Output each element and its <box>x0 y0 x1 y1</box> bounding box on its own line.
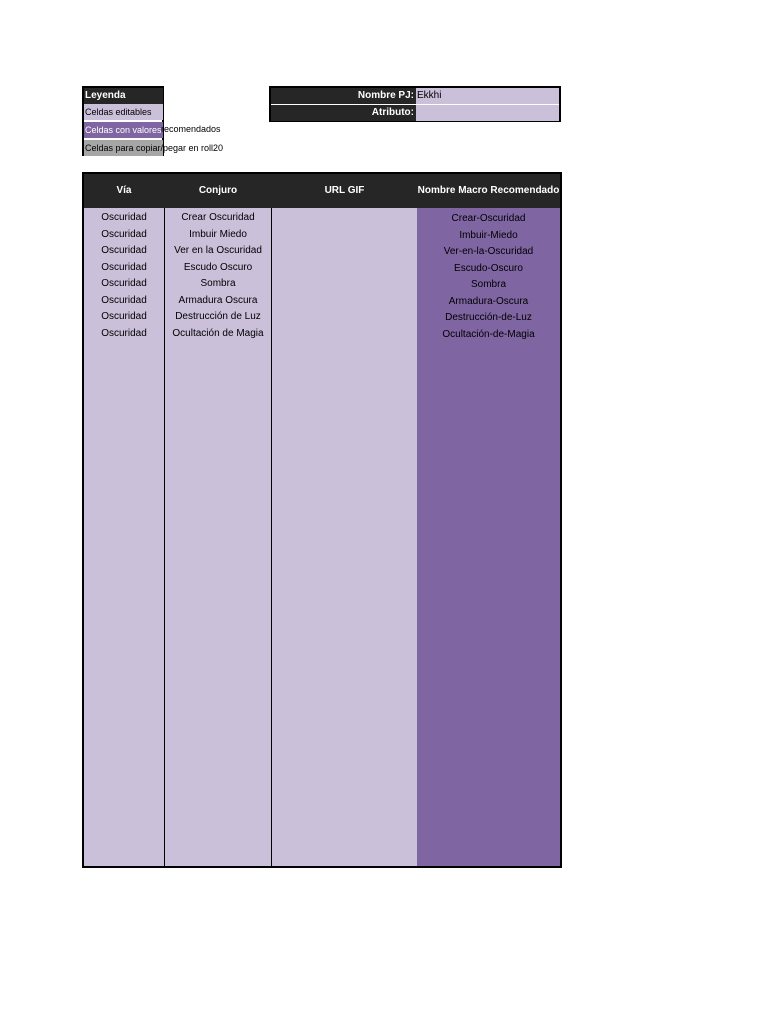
via-cell[interactable]: Oscuridad <box>101 311 147 322</box>
conjuro-cell[interactable]: Sombra <box>200 278 236 289</box>
macro-name-cell: Armadura-Oscura <box>448 295 529 307</box>
header-via: Vía <box>116 185 132 196</box>
header-conjuro: Conjuro <box>198 185 238 196</box>
macro-name-cell: Escudo-Oscuro <box>454 262 523 274</box>
macro-name-column <box>417 208 560 866</box>
url-gif-cell[interactable] <box>272 227 417 244</box>
via-cell[interactable]: Oscuridad <box>101 294 147 306</box>
url-gif-column[interactable] <box>272 208 417 866</box>
url-gif-cell[interactable] <box>272 260 417 277</box>
character-name-field[interactable]: Ekkhi <box>416 88 559 104</box>
url-gif-cell[interactable] <box>272 276 417 293</box>
legend-editable-cells: Celdas editables <box>84 104 163 120</box>
character-name-label: Nombre PJ: <box>271 88 416 104</box>
conjuro-cell[interactable]: Escudo Oscuro <box>183 261 253 273</box>
conjuro-cell[interactable]: Crear Oscuridad <box>181 212 255 223</box>
macro-name-cell: Sombra <box>470 279 506 290</box>
conjuro-cell[interactable]: Destrucción de Luz <box>175 311 261 322</box>
url-gif-cell[interactable] <box>272 210 417 227</box>
legend <box>82 86 164 156</box>
legend-title: Leyenda <box>84 88 163 104</box>
macro-name-cell: Ver-en-la-Oscuridad <box>443 246 534 257</box>
url-gif-cell[interactable] <box>272 293 417 310</box>
url-gif-cell[interactable] <box>272 309 417 326</box>
url-gif-cell[interactable] <box>272 243 417 260</box>
legend-recommended-cells: Celdas con valores <box>84 122 163 138</box>
macro-name-cell: Destrucción-de-Luz <box>445 312 532 323</box>
character-attribute-label: Atributo: <box>271 105 416 121</box>
spells-table <box>82 172 562 868</box>
conjuro-column <box>165 208 272 866</box>
conjuro-cell[interactable]: Ver en la Oscuridad <box>174 245 262 256</box>
character-attribute-field[interactable] <box>416 105 559 121</box>
via-cell[interactable]: Oscuridad <box>101 278 147 289</box>
via-column <box>84 208 165 866</box>
via-cell[interactable]: Oscuridad <box>101 245 147 256</box>
macro-name-cell: Crear-Oscuridad <box>451 213 526 224</box>
legend-recommended-suffix: recomendados <box>161 124 221 134</box>
conjuro-cell[interactable]: Ocultación de Magia <box>172 327 264 339</box>
character-info <box>269 86 561 122</box>
header-macro-name: Nombre Macro Recomendado <box>417 185 560 196</box>
legend-copy-suffix: pegar en roll20 <box>163 143 224 153</box>
legend-copy-cells: Celdas para copiar/ <box>84 140 163 156</box>
via-cell[interactable]: Oscuridad <box>101 212 147 223</box>
via-cell[interactable]: Oscuridad <box>101 261 147 273</box>
macro-name-cell: Imbuir-Miedo <box>459 229 518 241</box>
via-cell[interactable]: Oscuridad <box>101 228 147 240</box>
conjuro-cell[interactable]: Armadura Oscura <box>178 294 258 306</box>
url-gif-cell[interactable] <box>272 326 417 343</box>
table-header <box>84 174 560 208</box>
header-url-gif: URL GIF <box>324 185 365 196</box>
via-cell[interactable]: Oscuridad <box>101 327 147 339</box>
macro-name-cell: Ocultación-de-Magia <box>442 328 535 340</box>
conjuro-cell[interactable]: Imbuir Miedo <box>189 228 247 240</box>
